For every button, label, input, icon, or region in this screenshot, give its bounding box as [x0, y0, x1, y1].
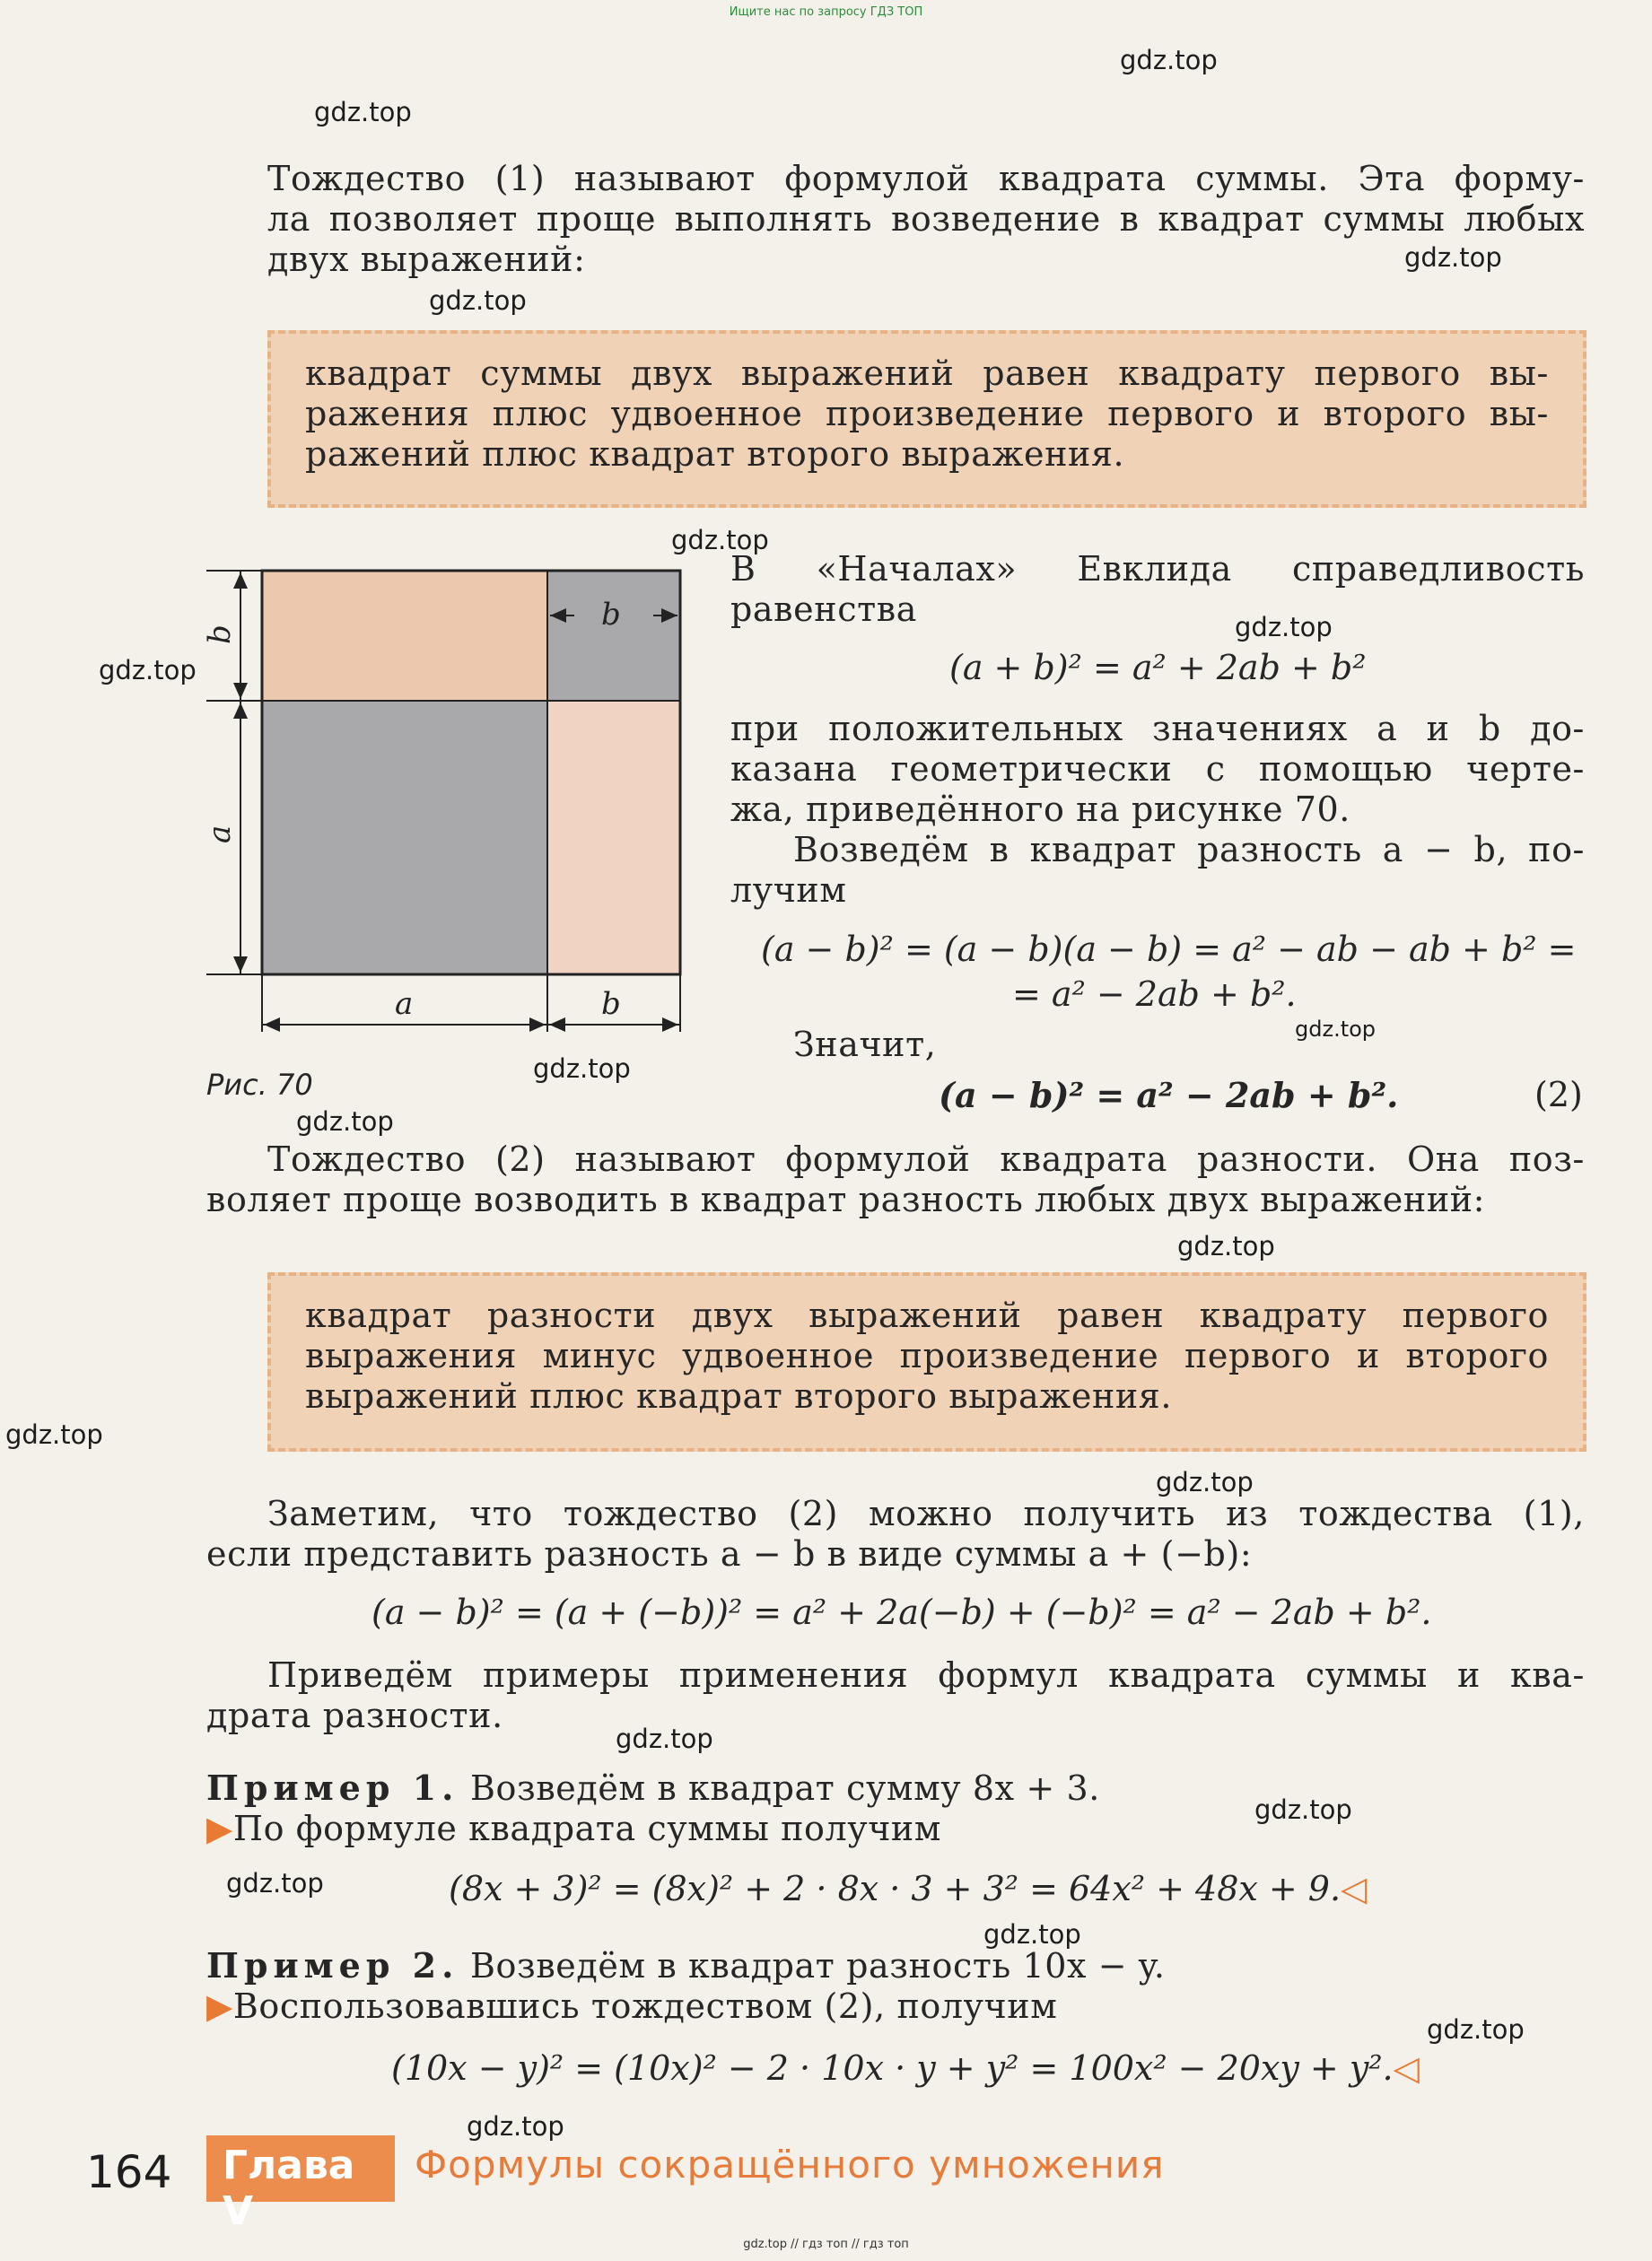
- bottom-right-rect: [547, 701, 680, 974]
- text-line: воляет проще возводить в квадрат разность любых двух выражений:: [206, 1180, 1486, 1219]
- text-line: драта разности.: [206, 1696, 503, 1735]
- text-line: равенства: [730, 589, 917, 629]
- label-b-bottom: b: [601, 986, 621, 1022]
- formula-sum-square: (a + b)² = a² + 2ab + b²: [949, 648, 1367, 687]
- example-text: Возведём в квадрат сумму 8x + 3.: [469, 1768, 1100, 1808]
- label-b-inner: b: [601, 597, 621, 633]
- small-gray-square: [547, 571, 680, 701]
- formula-number: (2): [1534, 1075, 1583, 1114]
- formula-diff-result: = a² − 2ab + b².: [1012, 974, 1297, 1014]
- rule-line: ражения плюс удвоенное произведение первого и второго вы-: [305, 394, 1549, 433]
- bottom-note: gdz.top // гдз топ // гдз топ: [743, 2238, 909, 2251]
- text-line: Возведём в квадрат разность a − b, по-: [793, 830, 1585, 869]
- watermark: gdz.top: [429, 285, 527, 316]
- start-triangle-icon: ▶: [206, 1809, 233, 1848]
- label-a-bottom: a: [395, 986, 414, 1022]
- example-1: [206, 1768, 1585, 1849]
- label-a-side: a: [202, 825, 238, 843]
- text-line: Заметим, что тождество (2) можно получить из тождества (1),: [267, 1494, 1585, 1533]
- watermark: gdz.top: [1177, 1231, 1275, 1261]
- formula-remark: (a − b)² = (a + (−b))² = a² + 2a(−b) + (−b)² = a² − 2ab + b².: [371, 1593, 1432, 1632]
- watermark: gdz.top: [616, 1724, 713, 1754]
- watermark: gdz.top: [296, 1106, 394, 1137]
- end-triangle-icon: ◁: [1393, 2048, 1420, 2088]
- watermark: gdz.top: [99, 655, 197, 685]
- rule-box-sum: [267, 330, 1586, 508]
- watermark: gdz.top: [533, 1053, 631, 1084]
- example-2: [206, 1945, 1585, 2027]
- watermark: gdz.top: [983, 1919, 1081, 1950]
- rule-line: квадрат суммы двух выражений равен квадрату первого вы-: [305, 354, 1549, 393]
- text-line: казана геометрически с помощью черте-: [730, 749, 1585, 789]
- watermark: gdz.top: [1404, 242, 1502, 273]
- text-line: В «Началах» Евклида справедливость: [730, 549, 1585, 589]
- rule-box-difference: [267, 1272, 1586, 1452]
- example-label: Пример 1.: [206, 1768, 459, 1808]
- text-line: при положительных значениях a и b до-: [730, 709, 1585, 748]
- page-number: 164: [86, 2146, 172, 2198]
- watermark: gdz.top: [1235, 612, 1333, 642]
- watermark: gdz.top: [5, 1419, 103, 1450]
- paragraph-remark: [206, 1494, 1585, 1575]
- text-line: Тождество (1) называют формулой квадрата суммы. Эта форму-: [267, 159, 1585, 198]
- start-triangle-icon: ▶: [206, 1986, 233, 2026]
- paragraph-euclid-cont: [730, 709, 1585, 911]
- paragraph-examples-intro: [206, 1655, 1585, 1736]
- paragraph-sum-formula-intro: [267, 159, 1585, 280]
- example-line: Воспользовавшись тождеством (2), получим: [232, 1986, 1058, 2026]
- example-line: По формуле квадрата суммы получим: [232, 1809, 942, 1848]
- text-znachit: [793, 1025, 936, 1065]
- figure-70: [188, 556, 691, 1059]
- rule-line: квадрат разности двух выражений равен квадрату первого: [305, 1296, 1549, 1335]
- watermark: gdz.top: [1295, 1017, 1377, 1042]
- text-line: Значит,: [793, 1025, 937, 1064]
- formula-example-1: [449, 1869, 1367, 1908]
- formula-text: (10x − y)² = (10x)² − 2 · 10x · y + y² = 100x² − 20xy + y².: [391, 2048, 1394, 2088]
- watermark: gdz.top: [1120, 45, 1218, 75]
- watermark: gdz.top: [226, 1868, 324, 1899]
- watermark: gdz.top: [1156, 1467, 1254, 1497]
- end-triangle-icon: ◁: [1341, 1869, 1368, 1908]
- watermark: gdz.top: [314, 97, 412, 127]
- text-line: ла позволяет проще выполнять возведение в квадрат суммы любых: [267, 199, 1585, 239]
- formula-text: (8x + 3)² = (8x)² + 2 · 8x · 3 + 3² = 64x² + 48x + 9.: [449, 1869, 1342, 1908]
- rule-line: выражения минус удвоенное произведение первого и второго: [305, 1336, 1549, 1375]
- text-line: Тождество (2) называют формулой квадрата разности. Она поз-: [267, 1139, 1585, 1179]
- watermark: gdz.top: [1254, 1794, 1352, 1825]
- paragraph-euclid: [730, 549, 1585, 630]
- example-text: Возведём в квадрат разность 10x − y.: [469, 1946, 1166, 1986]
- chapter-badge: [206, 2135, 395, 2234]
- chapter-label: Глава V: [223, 2143, 355, 2234]
- rule-line: выражений плюс квадрат второго выражения.: [305, 1376, 1173, 1416]
- watermark: gdz.top: [671, 525, 769, 555]
- text-line: лучим: [730, 870, 847, 910]
- figure-caption: Рис. 70: [206, 1068, 313, 1102]
- formula-diff-square: (a − b)² = a² − 2ab + b².: [939, 1075, 1399, 1115]
- formula-example-2: [391, 2048, 1420, 2088]
- watermark: gdz.top: [467, 2111, 564, 2142]
- paragraph-diff-formula-intro: [206, 1139, 1585, 1220]
- rule-line: ражений плюс квадрат второго выражения.: [305, 434, 1125, 474]
- example-label: Пример 2.: [206, 1945, 459, 1986]
- text-line: жа, приведённого на рисунке 70.: [730, 790, 1350, 829]
- label-b-side: b: [202, 624, 238, 644]
- formula-diff-expand: (a − b)² = (a − b)(a − b) = a² − ab − ab + b² =: [761, 930, 1577, 969]
- text-line: если представить разность a − b в виде суммы a + (−b):: [206, 1534, 1253, 1574]
- text-line: Приведём примеры применения формул квадрата суммы и ква-: [267, 1655, 1585, 1695]
- top-note: Ищите нас по запросу ГДЗ ТОП: [729, 5, 923, 19]
- watermark: gdz.top: [1427, 2014, 1525, 2045]
- chapter-title: Формулы сокращённого умножения: [415, 2143, 1165, 2187]
- text-line: двух выражений:: [267, 240, 586, 279]
